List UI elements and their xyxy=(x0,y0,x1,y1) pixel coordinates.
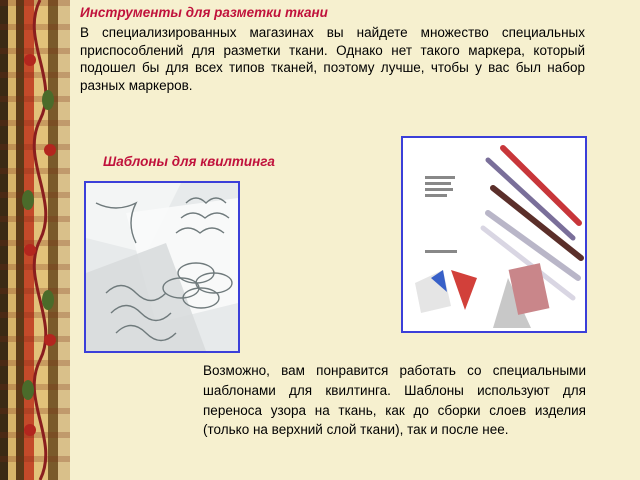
heading-marking-tools: Инструменты для разметки ткани xyxy=(80,5,328,20)
quilting-templates-image xyxy=(84,181,240,353)
paragraph-quilting-templates: Возможно, вам понравится работать со специальными шаблонами для квилтинга. Шаблоны используют для переноса узора на ткань, как до сборки слоев изделия (только на верхний слой ткани), так и после нее. xyxy=(203,363,586,438)
paragraph-marking-tools: В специализированных магазинах вы найдете множество специальных приспособлений для разметки ткани. Однако нет такого маркера, который подошел бы для всех типов тканей, поэтому лучше, чтобы у вас был набор разных маркеров. xyxy=(80,25,585,93)
subheading-quilting-templates: Шаблоны для квилтинга xyxy=(103,154,275,169)
ornament-vines xyxy=(0,0,70,480)
marking-tools-image xyxy=(401,136,587,333)
ornamental-border xyxy=(0,0,70,480)
